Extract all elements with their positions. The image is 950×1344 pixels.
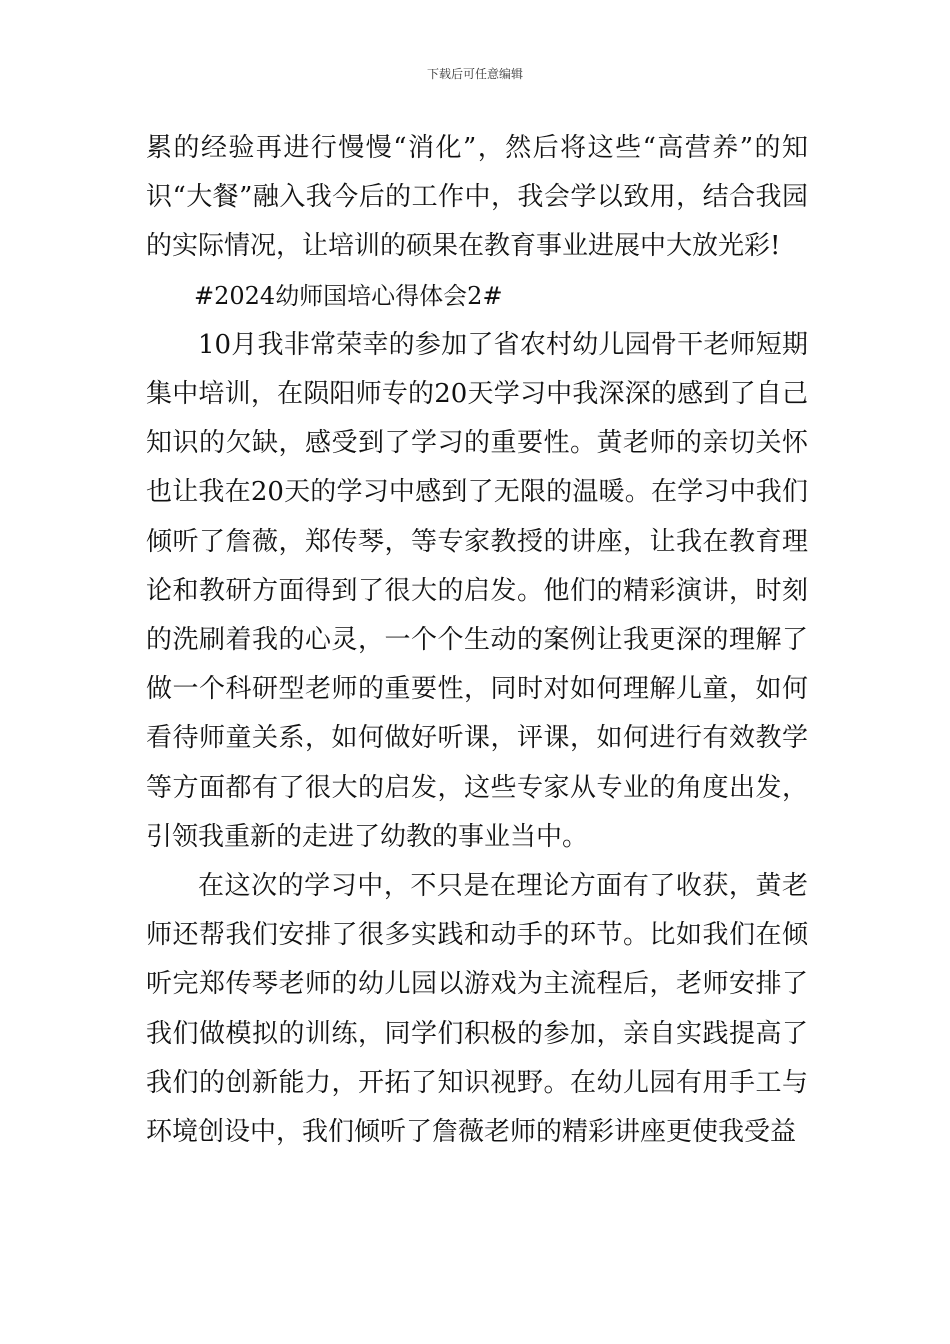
paragraph-continued: 累的经验再进行慢慢“消化”，然后将这些“高营养”的知识“大餐”融入我今后的工作中，我会学以致用，结合我园的实际情况，让培训的硕果在教育事业进展中大放光彩! (146, 133, 808, 262)
document-body (146, 124, 808, 1157)
section-heading: #2024幼师国培心得体会2# (194, 281, 503, 310)
paragraph: 10月我非常荣幸的参加了省农村幼儿园骨干老师短期集中培训，在陨阳师专的20天学习中我深深的感到了自己知识的欠缺，感受到了学习的重要性。黄老师的亲切关怀也让我在20天的学习中感到了无限的温暖。在学习中我们倾听了詹薇，郑传琴，等专家教授的讲座，让我在教育理论和教研方面得到了很大的启发。他们的精彩演讲，时刻的洗刷着我的心灵，一个个生动的案例让我更深的理解了做一个科研型老师的重要性，同时对如何理解儿童，如何看待师童关系，如何做好听课，评课，如何进行有效教学等方面都有了很大的启发，这些专家从专业的角度出发，引领我重新的走进了幼教的事业当中。 (146, 329, 808, 852)
paragraph: 在这次的学习中，不只是在理论方面有了收获，黄老师还帮我们安排了很多实践和动手的环节。比如我们在倾听完郑传琴老师的幼儿园以游戏为主流程后，老师安排了我们做模拟的训练，同学们积极的参加，亲自实践提高了我们的创新能力，开拓了知识视野。在幼儿园有用手工与环境创设中，我们倾听了詹薇老师的精彩讲座更使我受益 (146, 871, 808, 1148)
page-header-note: 下载后可任意编辑 (426, 67, 523, 81)
